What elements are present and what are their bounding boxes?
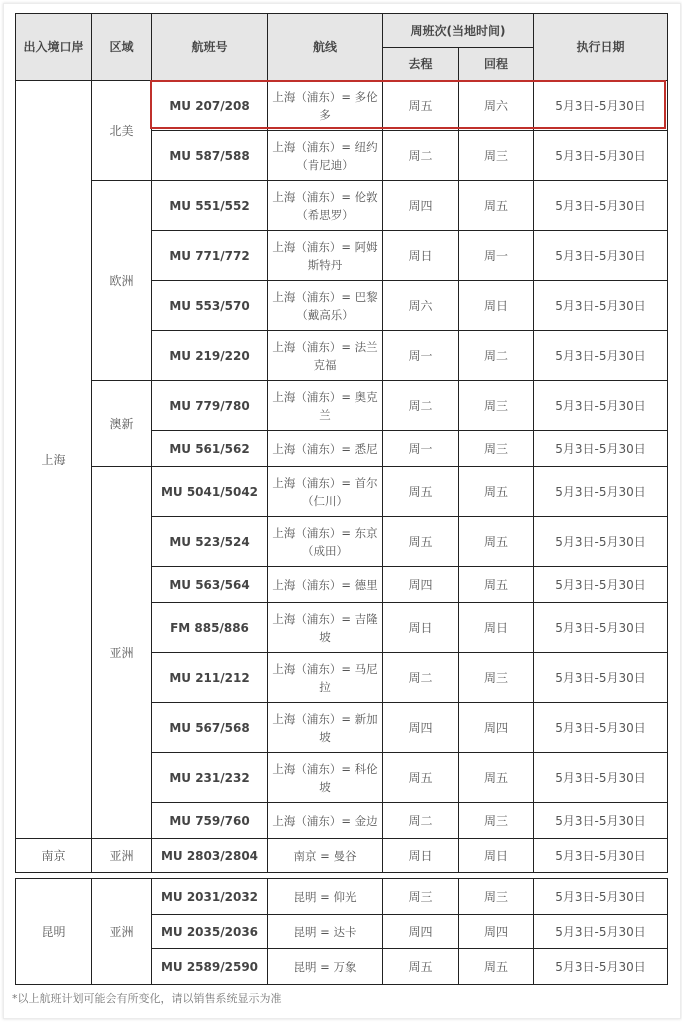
outbound-day: 周五 bbox=[383, 467, 459, 517]
outbound-day: 周日 bbox=[383, 603, 459, 653]
date-range: 5月3日-5月30日 bbox=[534, 467, 668, 517]
flight-number: MU 5041/5042 bbox=[152, 467, 268, 517]
region-cell: 亚洲 bbox=[92, 467, 152, 839]
region-cell: 欧洲 bbox=[92, 181, 152, 381]
outbound-day: 周四 bbox=[383, 915, 459, 949]
return-day: 周日 bbox=[459, 839, 534, 873]
footnote: *以上航班计划可能会有所变化，请以销售系统显示为准 bbox=[12, 992, 282, 1005]
flight-number: MU 231/232 bbox=[152, 753, 268, 803]
date-range: 5月3日-5月30日 bbox=[534, 517, 668, 567]
outbound-day: 周日 bbox=[383, 839, 459, 873]
route: 上海（浦东）= 巴黎（戴高乐） bbox=[268, 281, 383, 331]
port-cell: 上海 bbox=[16, 81, 92, 839]
return-day: 周三 bbox=[459, 803, 534, 839]
date-range: 5月3日-5月30日 bbox=[534, 753, 668, 803]
route: 上海（浦东）= 科伦坡 bbox=[268, 753, 383, 803]
date-range: 5月3日-5月30日 bbox=[534, 281, 668, 331]
header-region: 区域 bbox=[92, 14, 152, 81]
return-day: 周五 bbox=[459, 467, 534, 517]
outbound-day: 周四 bbox=[383, 181, 459, 231]
return-day: 周日 bbox=[459, 603, 534, 653]
outbound-day: 周五 bbox=[383, 517, 459, 567]
outbound-day: 周二 bbox=[383, 653, 459, 703]
flight-number: MU 523/524 bbox=[152, 517, 268, 567]
header-flight: 航班号 bbox=[152, 14, 268, 81]
route: 上海（浦东）= 新加坡 bbox=[268, 703, 383, 753]
return-day: 周三 bbox=[459, 381, 534, 431]
outbound-day: 周一 bbox=[383, 431, 459, 467]
return-day: 周五 bbox=[459, 753, 534, 803]
header-route: 航线 bbox=[268, 14, 383, 81]
table-row bbox=[16, 381, 668, 431]
return-day: 周四 bbox=[459, 915, 534, 949]
date-range: 5月3日-5月30日 bbox=[534, 381, 668, 431]
route: 上海（浦东）= 多伦多 bbox=[268, 81, 383, 131]
date-range: 5月3日-5月30日 bbox=[534, 803, 668, 839]
date-range: 5月3日-5月30日 bbox=[534, 653, 668, 703]
header-return: 回程 bbox=[459, 48, 534, 81]
date-range: 5月3日-5月30日 bbox=[534, 81, 668, 131]
date-range: 5月3日-5月30日 bbox=[534, 703, 668, 753]
table-row bbox=[16, 467, 668, 517]
flight-number: MU 551/552 bbox=[152, 181, 268, 231]
flight-number: MU 2031/2032 bbox=[152, 879, 268, 915]
flight-number: MU 211/212 bbox=[152, 653, 268, 703]
region-cell: 澳新 bbox=[92, 381, 152, 467]
header-outbound: 去程 bbox=[383, 48, 459, 81]
header-weekly: 周班次(当地时间) bbox=[383, 14, 534, 48]
route: 上海（浦东）= 法兰克福 bbox=[268, 331, 383, 381]
return-day: 周五 bbox=[459, 567, 534, 603]
route: 上海（浦东）= 悉尼 bbox=[268, 431, 383, 467]
outbound-day: 周五 bbox=[383, 753, 459, 803]
kunming-schedule-table bbox=[15, 878, 668, 985]
route: 上海（浦东）= 首尔（仁川） bbox=[268, 467, 383, 517]
outbound-day: 周四 bbox=[383, 567, 459, 603]
route: 上海（浦东）= 金边 bbox=[268, 803, 383, 839]
outbound-day: 周日 bbox=[383, 231, 459, 281]
route: 南京 = 曼谷 bbox=[268, 839, 383, 873]
route: 昆明 = 仰光 bbox=[268, 879, 383, 915]
header-port: 出入境口岸 bbox=[16, 14, 92, 81]
flight-number: MU 771/772 bbox=[152, 231, 268, 281]
region-cell: 亚洲 bbox=[92, 879, 152, 985]
date-range: 5月3日-5月30日 bbox=[534, 839, 668, 873]
return-day: 周五 bbox=[459, 517, 534, 567]
route: 上海（浦东）= 东京（成田） bbox=[268, 517, 383, 567]
table-row bbox=[16, 839, 668, 873]
return-day: 周五 bbox=[459, 949, 534, 985]
date-range: 5月3日-5月30日 bbox=[534, 915, 668, 949]
region-cell: 北美 bbox=[92, 81, 152, 181]
route: 昆明 = 万象 bbox=[268, 949, 383, 985]
outbound-day: 周四 bbox=[383, 703, 459, 753]
flight-number: MU 567/568 bbox=[152, 703, 268, 753]
date-range: 5月3日-5月30日 bbox=[534, 949, 668, 985]
return-day: 周五 bbox=[459, 181, 534, 231]
route: 上海（浦东）= 德里 bbox=[268, 567, 383, 603]
header-dates: 执行日期 bbox=[534, 14, 668, 81]
flight-number: MU 2035/2036 bbox=[152, 915, 268, 949]
outbound-day: 周二 bbox=[383, 803, 459, 839]
date-range: 5月3日-5月30日 bbox=[534, 231, 668, 281]
flight-number: MU 759/760 bbox=[152, 803, 268, 839]
date-range: 5月3日-5月30日 bbox=[534, 181, 668, 231]
return-day: 周日 bbox=[459, 281, 534, 331]
flight-number: MU 587/588 bbox=[152, 131, 268, 181]
date-range: 5月3日-5月30日 bbox=[534, 331, 668, 381]
outbound-day: 周一 bbox=[383, 331, 459, 381]
date-range: 5月3日-5月30日 bbox=[534, 131, 668, 181]
table-row bbox=[16, 81, 668, 131]
outbound-day: 周二 bbox=[383, 131, 459, 181]
route: 上海（浦东）= 吉隆坡 bbox=[268, 603, 383, 653]
route: 上海（浦东）= 马尼拉 bbox=[268, 653, 383, 703]
flight-schedule-table bbox=[15, 13, 668, 873]
port-cell: 昆明 bbox=[16, 879, 92, 985]
flight-number: MU 2803/2804 bbox=[152, 839, 268, 873]
flight-number: MU 563/564 bbox=[152, 567, 268, 603]
return-day: 周四 bbox=[459, 703, 534, 753]
return-day: 周三 bbox=[459, 879, 534, 915]
flight-number: MU 553/570 bbox=[152, 281, 268, 331]
return-day: 周一 bbox=[459, 231, 534, 281]
outbound-day: 周六 bbox=[383, 281, 459, 331]
flight-number: MU 561/562 bbox=[152, 431, 268, 467]
route: 上海（浦东）= 奥克兰 bbox=[268, 381, 383, 431]
route: 上海（浦东）= 纽约（肯尼迪） bbox=[268, 131, 383, 181]
flight-number: MU 219/220 bbox=[152, 331, 268, 381]
return-day: 周六 bbox=[459, 81, 534, 131]
table-row bbox=[16, 181, 668, 231]
date-range: 5月3日-5月30日 bbox=[534, 879, 668, 915]
flight-number: MU 779/780 bbox=[152, 381, 268, 431]
flight-number: MU 2589/2590 bbox=[152, 949, 268, 985]
return-day: 周三 bbox=[459, 431, 534, 467]
return-day: 周二 bbox=[459, 331, 534, 381]
date-range: 5月3日-5月30日 bbox=[534, 567, 668, 603]
outbound-day: 周二 bbox=[383, 381, 459, 431]
region-cell: 亚洲 bbox=[92, 839, 152, 873]
table-row bbox=[16, 879, 668, 915]
flight-number: FM 885/886 bbox=[152, 603, 268, 653]
date-range: 5月3日-5月30日 bbox=[534, 431, 668, 467]
return-day: 周三 bbox=[459, 131, 534, 181]
outbound-day: 周五 bbox=[383, 949, 459, 985]
outbound-day: 周五 bbox=[383, 81, 459, 131]
return-day: 周三 bbox=[459, 653, 534, 703]
route: 上海（浦东）= 伦敦（希思罗） bbox=[268, 181, 383, 231]
port-cell: 南京 bbox=[16, 839, 92, 873]
outbound-day: 周三 bbox=[383, 879, 459, 915]
route: 上海（浦东）= 阿姆斯特丹 bbox=[268, 231, 383, 281]
flight-number: MU 207/208 bbox=[152, 81, 268, 131]
route: 昆明 = 达卡 bbox=[268, 915, 383, 949]
date-range: 5月3日-5月30日 bbox=[534, 603, 668, 653]
